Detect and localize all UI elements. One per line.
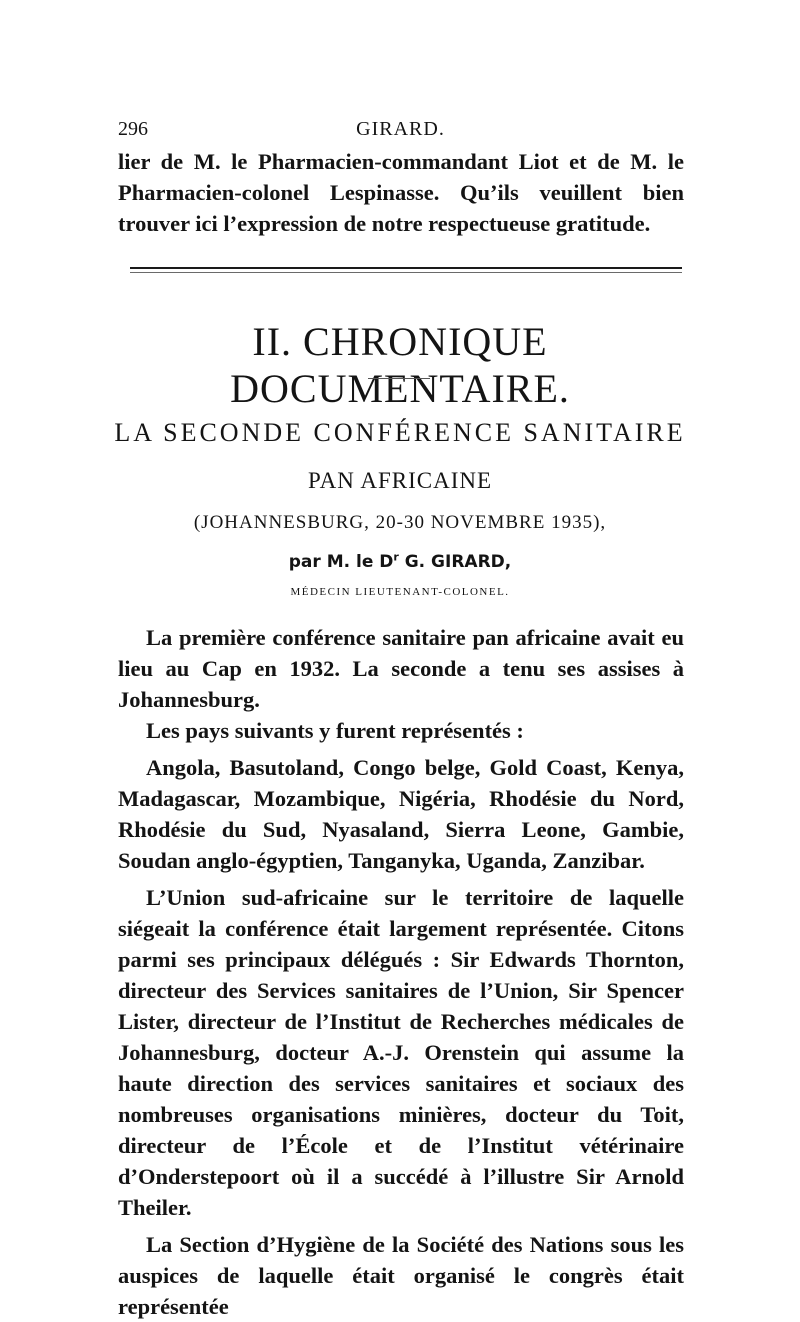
article-body xyxy=(118,622,684,1322)
paragraph: La Section d’Hygiène de la Société des Nations sous les auspices de laquelle était organisé le congrès était représentée xyxy=(118,1232,684,1319)
running-header xyxy=(118,118,683,144)
paragraph: L’Union sud-africaine sur le territoire de laquelle siégeait la conférence était largement représentée. Citons parmi ses principaux délégués : Sir Edwards Thornton, directeur des Services sanitaires de l’Union, Sir Spencer Lister, directeur de l’Institut de Recherches médicales de Johannesburg, docteur A.-J. Orenstein qui assume la haute direction des services sanitaires et sociaux des nombreuses organisations minières, docteur du Toit, directeur de l’École et de l’Institut vétérinaire d’Onderstepoort où il a succédé à l’illustre Sir Arnold Theiler. xyxy=(118,885,684,1220)
article-subtitle-location-date: (JOHANNESBURG, 20-30 NOVEMBRE 1935), xyxy=(193,512,607,533)
running-title: GIRARD. xyxy=(356,118,445,140)
intro-paragraph: lier de M. le Pharmacien-commandant Liot et de M. le Pharmacien-colonel Lespinasse. Qu’ils veuillent bien trouver ici l’expression de notre respectueuse gratitude. xyxy=(118,149,684,236)
author-byline xyxy=(80,552,720,572)
paragraph: La première conférence sanitaire pan africaine avait eu lieu au Cap en 1932. La seconde a tenu ses assises à Johannesburg. xyxy=(118,625,684,712)
article-title-line-1: LA SECONDE CONFÉRENCE SANITAIRE xyxy=(114,418,686,447)
section-divider-fine xyxy=(130,272,682,273)
section-heading: II. CHRONIQUE DOCUMENTAIRE. xyxy=(230,319,570,411)
page-number: 296 xyxy=(118,118,148,140)
paragraph: Angola, Basutoland, Congo belge, Gold Coast, Kenya, Madagascar, Mozambique, Nigéria, Rhodésie du Nord, Rhodésie du Sud, Nyasaland, Sierra Leone, Gambie, Soudan anglo-égyptien, Tanganyka, Uganda, Zanzibar. xyxy=(118,755,684,873)
paragraph: Les pays suivants y furent représentés : xyxy=(146,718,524,743)
byline-author-name: G. GIRARD, xyxy=(398,552,512,572)
byline-prefix: par M. le D xyxy=(288,552,394,572)
author-role: MÉDECIN LIEUTENANT-COLONEL. xyxy=(290,586,510,598)
article-title-line-2: PAN AFRICAINE xyxy=(307,468,493,493)
byline-superscript: r xyxy=(393,550,399,564)
heading-ornament-rule xyxy=(368,378,430,379)
section-divider xyxy=(130,267,682,269)
